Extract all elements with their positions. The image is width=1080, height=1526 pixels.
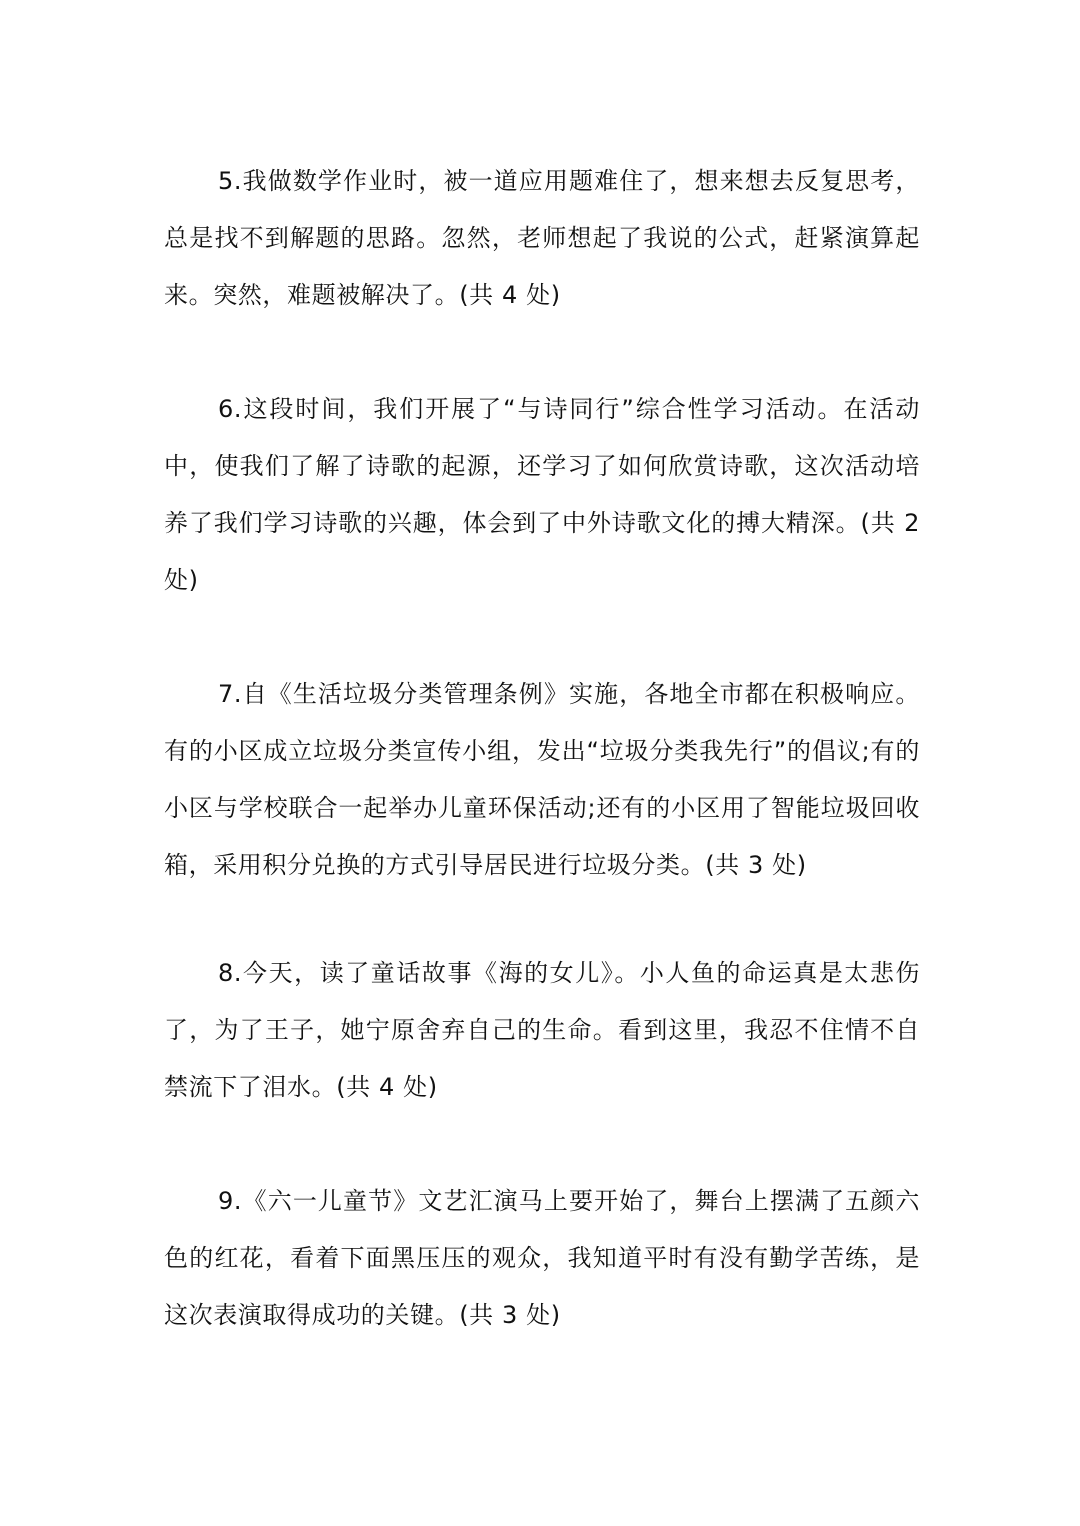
exercise-paragraph-6: 6.这段时间，我们开展了“与诗同行”综合性学习活动。在活动中，使我们了解了诗歌的起源，还学习了如何欣赏诗歌，这次活动培养了我们学习诗歌的兴趣，体会到了中外诗歌文化的搏大精深。(共 2 处) (164, 395, 920, 594)
exercise-paragraph-9: 9.《六一儿童节》文艺汇演马上要开始了，舞台上摆满了五颜六色的红花，看着下面黑压压的观众，我知道平时有没有勤学苦练，是这次表演取得成功的关键。(共 3 处) (164, 1187, 920, 1329)
exercise-paragraph-8: 8.今天，读了童话故事《海的女儿》。小人鱼的命运真是太悲伤了，为了王子，她宁原舍弃自己的生命。看到这里，我忍不住情不自禁流下了泪水。(共 4 处) (164, 959, 920, 1101)
exercise-paragraph-7: 7.自《生活垃圾分类管理条例》实施，各地全市都在积极响应。有的小区成立垃圾分类宣传小组，发出“垃圾分类我先行”的倡议;有的小区与学校联合一起举办儿童环保活动;还有的小区用了智能垃圾回收箱，采用积分兑换的方式引导居民进行垃圾分类。(共 3 处) (164, 680, 920, 879)
exercise-paragraph-5: 5.我做数学作业时，被一道应用题难住了，想来想去反复思考，总是找不到解题的思路。忽然，老师想起了我说的公式，赶紧演算起来。突然，难题被解决了。(共 4 处) (164, 167, 920, 309)
